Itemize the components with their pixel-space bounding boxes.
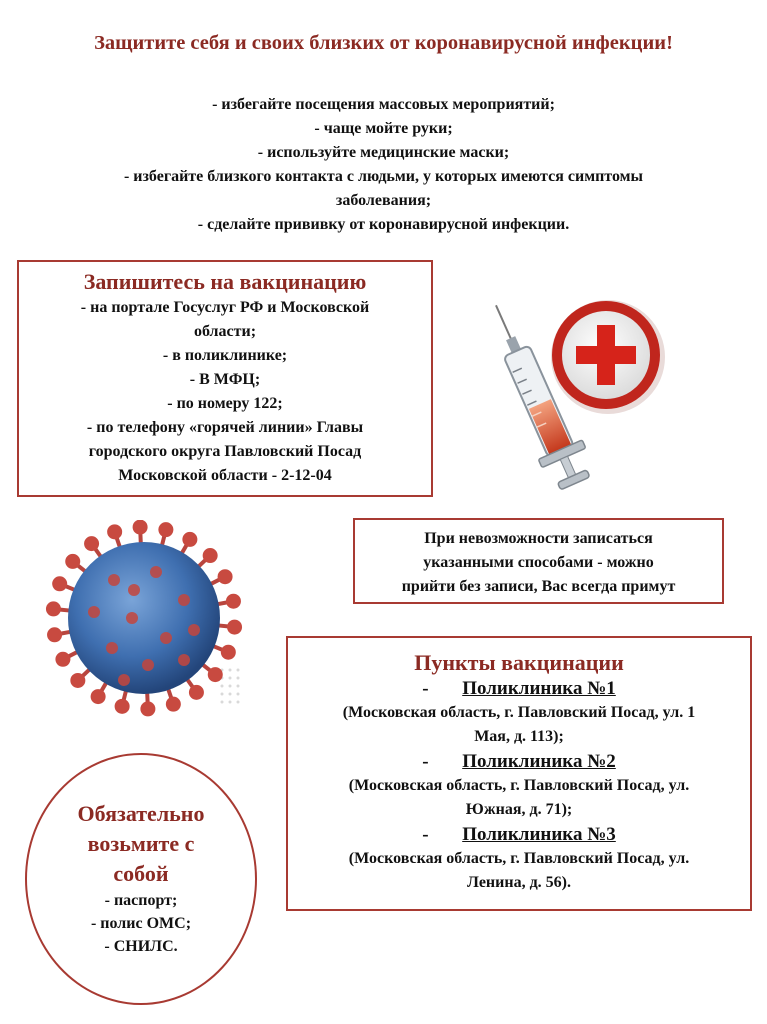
virus-spike-head — [115, 699, 130, 714]
virus-surface-spike — [88, 606, 100, 618]
virus-spike-head — [47, 627, 62, 642]
virus-spike-head — [46, 601, 61, 616]
enroll-line: - В МФЦ; — [189, 371, 261, 388]
virus-spike-head — [158, 522, 173, 537]
virus-spike-head — [203, 548, 218, 563]
virus-surface-spike — [188, 624, 200, 636]
virus-spike-head — [70, 673, 85, 688]
clinic-address: (Московская область, г. Павловский Посад, ул. — [348, 777, 690, 794]
virus-surface-spike — [126, 612, 138, 624]
bring-title: возьмите с — [87, 831, 195, 856]
virus-surface-spike — [118, 674, 130, 686]
virus-spike-head — [218, 569, 233, 584]
tip-line: - избегайте близкого контакта с людьми, у которых имеются симптомы — [123, 168, 644, 185]
virus-spike-head — [65, 554, 80, 569]
virus-surface-spike — [178, 654, 190, 666]
virus-spike-head — [208, 667, 223, 682]
virus-surface-spike — [178, 594, 190, 606]
no-appointment-note — [353, 518, 724, 604]
enroll-box — [17, 260, 433, 497]
page-title: Защитите себя и своих близких от коронавирусной инфекции! — [94, 32, 673, 54]
virus-body — [68, 542, 220, 694]
note-line: указанными способами - можно — [423, 554, 654, 571]
virus-dots-decoration — [221, 669, 240, 704]
virus-spike-head — [55, 652, 70, 667]
virus-surface-spike — [142, 659, 154, 671]
clinic-item — [288, 676, 750, 701]
virus-spike-head — [182, 532, 197, 547]
virus-spike-head — [91, 689, 106, 704]
virus-spike-head — [140, 701, 155, 716]
clinic-address: Ленина, д. 56). — [467, 874, 571, 891]
virus-spike-head — [133, 520, 148, 535]
virus-spike-head — [84, 536, 99, 551]
virus-spike-head — [107, 524, 122, 539]
virus-spike-head — [226, 594, 241, 609]
bring-title: Обязательно — [77, 801, 205, 826]
bring-item: - СНИЛС. — [104, 938, 178, 955]
clinic-address: Южная, д. 71); — [465, 801, 573, 818]
enroll-line: - в поликлинике; — [162, 347, 288, 364]
clinic-dash: - — [422, 751, 429, 772]
virus-surface-spike — [108, 574, 120, 586]
clinic-name: Поликлиника №2 — [462, 751, 616, 772]
bring-documents-circle — [25, 753, 257, 1005]
clinic-address: (Московская область, г. Павловский Посад, ул. — [348, 850, 690, 867]
tip-line: - используйте медицинские маски; — [257, 144, 510, 161]
note-line: При невозможности записаться — [424, 530, 653, 547]
enroll-line: - по телефону «горячей линии» Главы — [86, 419, 364, 436]
tip-line: - избегайте посещения массовых мероприятий; — [212, 96, 555, 113]
virus-surface-spike — [106, 642, 118, 654]
red-cross-icon — [551, 300, 665, 414]
enroll-line: - по номеру 122; — [167, 395, 283, 412]
bring-item: - полис ОМС; — [90, 915, 192, 932]
clinic-dash: - — [422, 824, 429, 845]
virus-spike-head — [227, 620, 242, 635]
enroll-line: области; — [193, 323, 257, 340]
clinic-address: (Московская область, г. Павловский Посад, ул. 1 — [342, 704, 696, 721]
note-line: прийти без записи, Вас всегда примут — [401, 578, 676, 595]
tip-line: заболевания; — [335, 192, 432, 209]
bring-item: - паспорт; — [104, 892, 178, 909]
enroll-line: - на портале Госуслуг РФ и Московской — [80, 299, 370, 316]
virus-spike-head — [221, 645, 236, 660]
clinic-dash: - — [422, 678, 429, 699]
clinic-address: Мая, д. 113); — [474, 728, 564, 745]
vaccination-points-box — [286, 636, 752, 911]
enroll-title: Запишитесь на вакцинацию — [83, 269, 367, 294]
virus-surface-spike — [128, 584, 140, 596]
syringe-illustration — [480, 285, 670, 490]
clinic-name: Поликлиника №1 — [462, 678, 616, 699]
clinic-name: Поликлиника №3 — [462, 824, 616, 845]
vaccination-points-title: Пункты вакцинации — [414, 650, 624, 675]
enroll-line: Московской области - 2-12-04 — [118, 467, 332, 484]
prevention-tips — [40, 93, 727, 237]
coronavirus-illustration — [44, 520, 254, 720]
virus-surface-spike — [160, 632, 172, 644]
enroll-line: городского округа Павловский Посад — [88, 443, 362, 460]
bring-title: собой — [113, 861, 169, 886]
virus-spike-head — [52, 576, 67, 591]
clinic-item — [288, 822, 750, 847]
clinic-item — [288, 749, 750, 774]
tip-line: - чаще мойте руки; — [314, 120, 453, 137]
virus-surface-spike — [150, 566, 162, 578]
virus-spike-head — [166, 697, 181, 712]
virus-spike-head — [189, 685, 204, 700]
tip-line: - сделайте прививку от коронавирусной инфекции. — [197, 216, 570, 233]
